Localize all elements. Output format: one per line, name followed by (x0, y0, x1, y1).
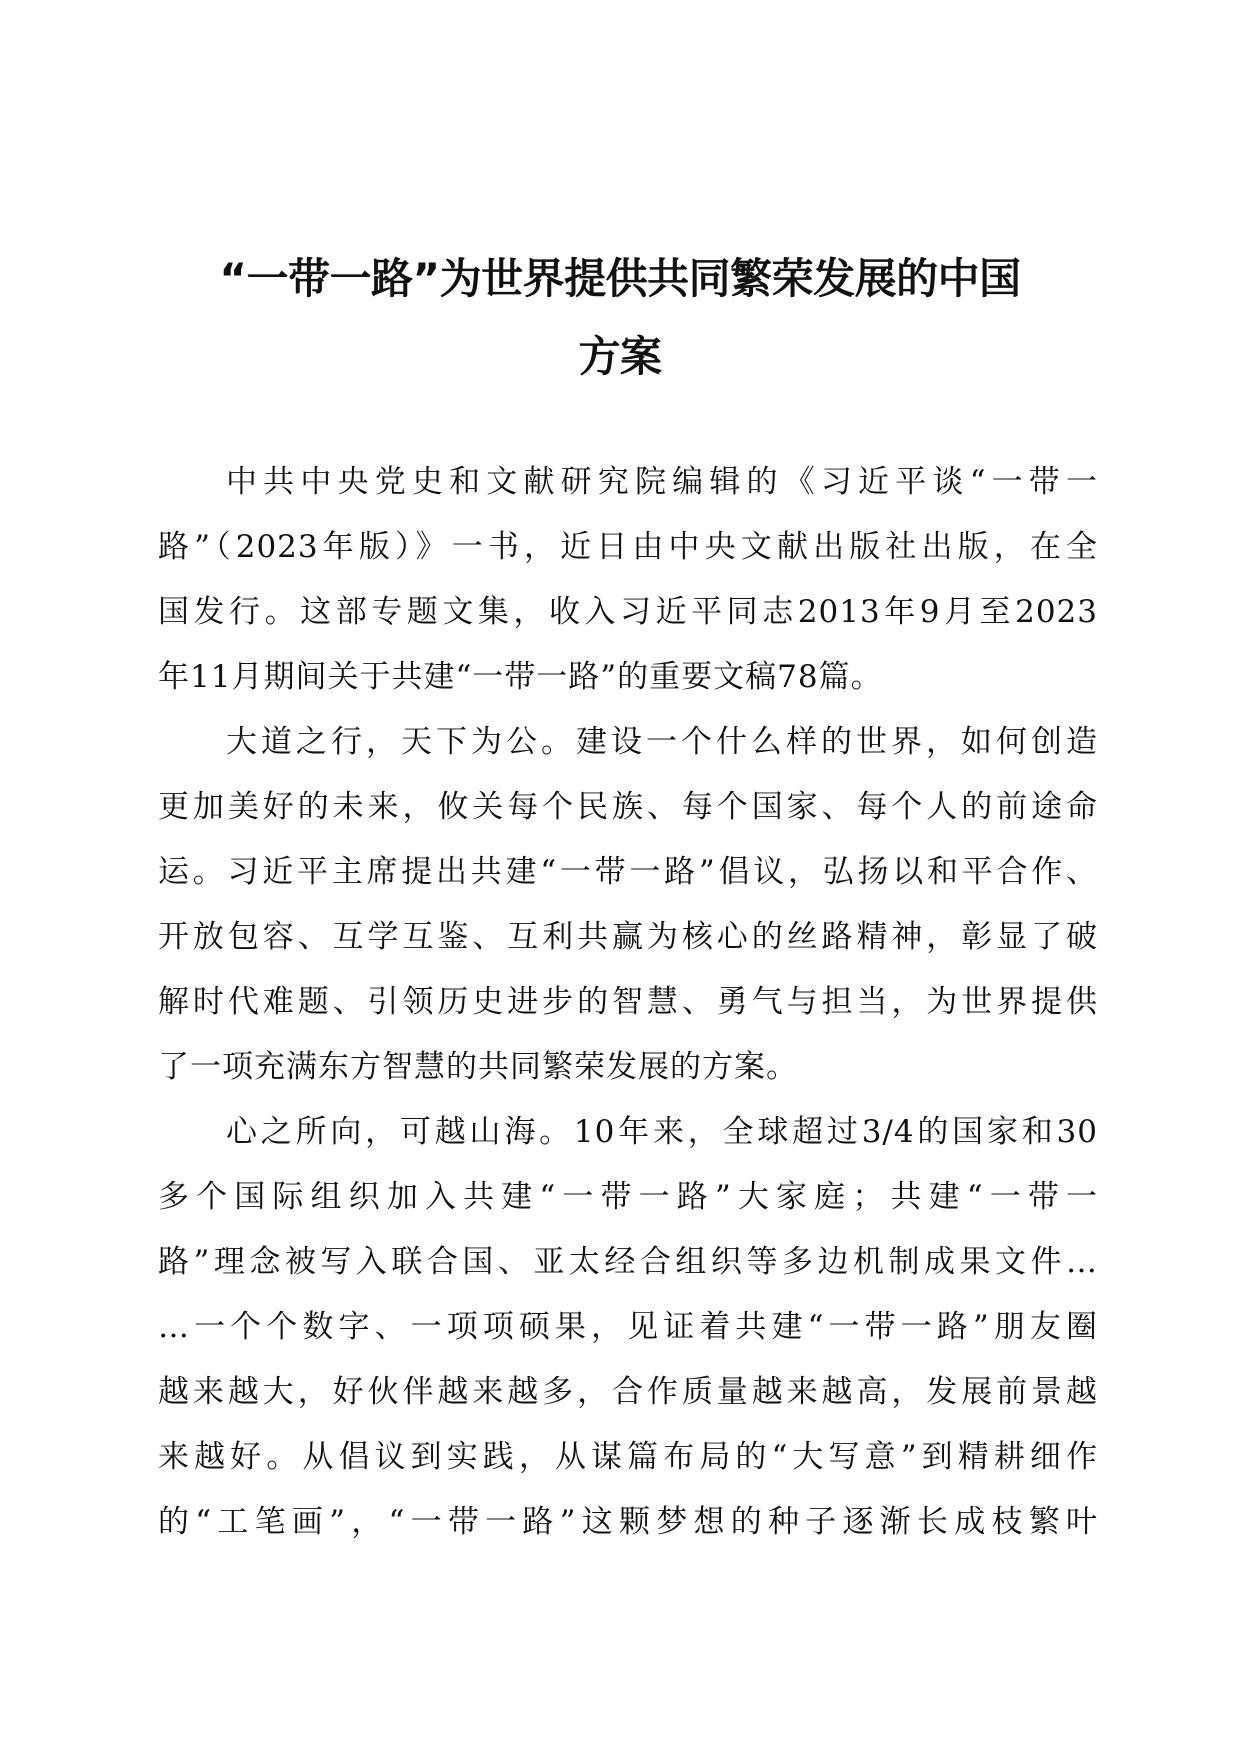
paragraph-3 (158, 1100, 1098, 1555)
text-line: 来越好。从倡议到实践，从谋篇布局的“大写意”到精耕细作 (158, 1439, 1098, 1475)
text-line: 多个国际组织加入共建“一带一路”大家庭；共建“一带一 (158, 1179, 1098, 1215)
paragraph-2 (158, 710, 1098, 1100)
text-line: 大道之行，天下为公。建设一个什么样的世界，如何创造 (226, 724, 1098, 760)
title-line-1: “一带一路”为世界提供共同繁荣发展的中国 (219, 254, 1021, 303)
text-line: 年11月期间关于共建“一带一路”的重要文稿78篇。 (158, 659, 883, 695)
text-line: 路”理念被写入联合国、亚太经合组织等多边机制成果文件… (158, 1244, 1098, 1280)
text-line: 解时代难题、引领历史进步的智慧、勇气与担当，为世界提供 (158, 984, 1098, 1020)
text-line: …一个个数字、一项项硕果，见证着共建“一带一路”朋友圈 (158, 1309, 1098, 1345)
text-line: 的“工笔画”，“一带一路”这颗梦想的种子逐渐长成枝繁叶 (158, 1504, 1098, 1540)
text-line: 越来越大，好伙伴越来越多，合作质量越来越高，发展前景越 (158, 1374, 1098, 1410)
text-line: 中共中央党史和文献研究院编辑的《习近平谈“一带一 (226, 464, 1098, 500)
text-line: 路”（2023年版）》一书，近日由中央文献出版社出版，在全 (158, 529, 1098, 565)
text-line: 心之所向，可越山海。10年来，全球超过3/4的国家和30 (226, 1114, 1098, 1150)
text-line: 开放包容、互学互鉴、互利共赢为核心的丝路精神，彰显了破 (158, 919, 1098, 955)
document-body (158, 450, 1098, 1555)
text-line: 了一项充满东方智慧的共同繁荣发展的方案。 (158, 1049, 798, 1085)
text-line: 更加美好的未来，攸关每个民族、每个国家、每个人的前途命 (158, 789, 1098, 825)
text-line: 国发行。这部专题文集，收入习近平同志2013年9月至2023 (158, 594, 1098, 630)
title-line-2: 方案 (578, 332, 662, 381)
document-title (140, 240, 1100, 396)
paragraph-1 (158, 450, 1098, 710)
text-line: 运。习近平主席提出共建“一带一路”倡议，弘扬以和平合作、 (158, 854, 1098, 890)
